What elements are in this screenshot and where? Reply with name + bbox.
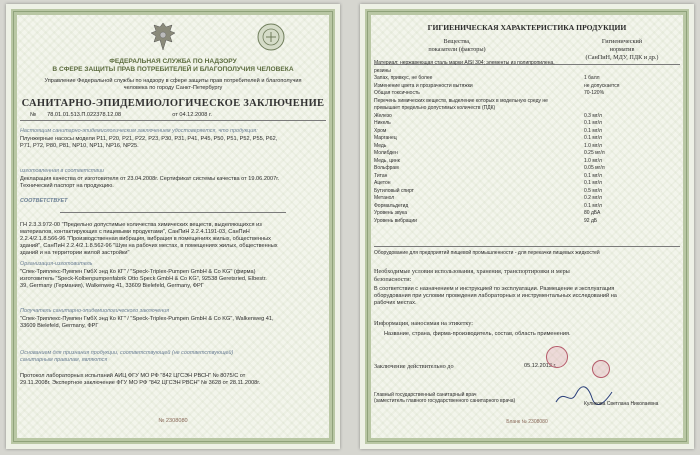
row-norm: 80 дБА: [584, 210, 601, 216]
maker-line3: 39, Germany (Германия), Walkenweg 41, 33609 Bielefeld, Germany, ФРГ: [20, 283, 204, 289]
made-line1: Декларация качества от изготовителя от 23.04.2008г. Сертификат системы качества от 19.06.2007г.: [20, 176, 280, 182]
row-substance: Никель: [374, 120, 391, 126]
signer-title-line2: (заместитель главного государственного санитарного врача): [374, 398, 516, 404]
row-norm: 0.1 мг/л: [584, 127, 602, 134]
date-prefix: от: [172, 112, 178, 118]
conform-line4: зданий", СанПиН 2.2.4/2.1.8.562-96 "Шум на рабочих местах, в помещениях жилых, общественных: [20, 243, 278, 249]
maker-label: Организация-изготовитель: [20, 261, 93, 267]
basis-label-line1: Основанием для признания продукции, соответствующей (не соответствующей): [20, 350, 234, 356]
recipient-label: Получатель санитарно-эпидемиологического заключения: [20, 308, 170, 314]
rospotrebnadzor-logo-icon: [256, 22, 286, 52]
number-prefix: №: [30, 112, 37, 118]
conform-line1: ГН 2.3.3.972-00 "Предельно допустимые количества химических веществ, выделяющихся из: [20, 222, 262, 228]
row-norm: 0.05 мг/л: [584, 165, 605, 171]
row-norm: 0.1 мг/л: [584, 135, 602, 141]
blank-number: № 2308080: [158, 418, 188, 424]
label-info-text: Название, страна, фирма-производитель, состав, область применения.: [384, 331, 571, 337]
basis-label-line2: санитарным правилам, являются: [20, 357, 108, 363]
purpose-line: Оборудование для предприятий пищевой промышленности - для перекачки пищевых жидкостей: [374, 250, 600, 256]
divider: [20, 120, 326, 121]
row-substance: Ацетон: [374, 180, 391, 186]
conditions-line2: оборудования при условии проведения лабораторных и инструментальных исследований на: [374, 293, 617, 299]
row-substance: Запах, привкус, не более: [374, 75, 433, 81]
row-norm: 0.1 мг/л: [584, 202, 602, 209]
hologram-sticker-icon: [592, 360, 610, 378]
conditions-line1: В соответствии с назначением и инструкцией по эксплуатации. Размещение и эксплуатация: [374, 286, 615, 292]
row-substance: Титан: [374, 172, 388, 179]
recipient-line2: 33609 Bielefeld, Germany, ФРГ: [20, 323, 99, 329]
recipient-line1: "Спек-Триплекс-Пумпен ГмбХ энд Ко КГ" / "Speck-Triplex-Pumpen GmbH & Co KG", Walkenweg 41,: [20, 316, 274, 322]
department-line2: человека по городу Санкт-Петербургу: [123, 85, 223, 91]
hygiene-title: ГИГИЕНИЧЕСКАЯ ХАРАКТЕРИСТИКА ПРОДУКЦИИ: [427, 23, 627, 32]
row-norm: 0.1 мг/л: [584, 120, 602, 126]
agency-title-line1: ФЕДЕРАЛЬНАЯ СЛУЖБА ПО НАДЗОРУ: [109, 58, 237, 65]
made-line2: Технический паспорт на продукцию.: [20, 183, 114, 189]
col2-header-line1: Гигиенический: [601, 38, 643, 45]
row-substance: Общая токсичность: [374, 90, 420, 96]
row-norm: 70-120%: [584, 90, 605, 96]
row-substance: Изменение цвета и прозрачности вытяжки: [374, 82, 473, 89]
blank-number: Бланк № 2308080: [506, 419, 548, 425]
certificate-front-page: [6, 4, 340, 449]
row-substance: резины: [374, 67, 391, 74]
document-date: 04.12.2008 г.: [179, 112, 212, 118]
row-norm: 0.25 мг/л: [584, 150, 605, 156]
validity-date: 05.12.2013 г.: [524, 363, 557, 369]
row-norm: 0.1 мг/л: [584, 172, 602, 179]
row-substance: Материал: нержавеющая сталь марки AISI 304; элементы из полипропилена,: [374, 60, 555, 66]
row-substance: Хром: [374, 127, 387, 134]
row-substance: Бутиловый спирт: [374, 187, 414, 194]
col2-header-line2: норматив: [609, 46, 635, 53]
conditions-line3: рабочих местах.: [374, 300, 417, 306]
document-number: 78.01.01.513.П.022378.12.08: [47, 112, 122, 118]
double-headed-eagle-emblem-icon: [148, 20, 178, 54]
row-norm: 1 балл: [584, 75, 600, 81]
official-stamp-icon: [546, 346, 568, 368]
row-norm: 1.0 мг/л: [584, 142, 602, 149]
col1-header-line2: показатели (факторы): [428, 46, 486, 53]
col1-header-line1: Вещества,: [443, 38, 471, 45]
row-norm: 92 дБ: [584, 217, 598, 224]
row-substance: Уровень вибрации: [374, 217, 417, 224]
row-substance: Вольфрам: [374, 165, 399, 171]
signer-title-line1: Главный государственный санитарный врач: [374, 392, 477, 398]
product-line2: P71, P72, P80, P81, NP10, NP11, NP16, NP25.: [20, 143, 139, 149]
row-substance: Железо: [374, 112, 392, 119]
signer-name: Куликова Светлана Николаевна: [584, 401, 659, 407]
product-line1: Плунжерные насосы модели P11, P20, P21, P22, P23, P30, P31, P41, P45, P50, P51, P52, P55, P62,: [20, 136, 278, 142]
conform-line5: зданий и на территории жилой застройки": [20, 250, 130, 256]
row-substance: Медь, цинк: [374, 157, 400, 164]
row-substance: Перечень химических веществ, выделение которых в модельную среду не: [374, 97, 548, 104]
row-norm: 1.0 мг/л: [584, 157, 602, 164]
row-norm: 0.1 мг/л: [584, 180, 602, 186]
row-substance: Марганец: [374, 135, 397, 141]
row-substance: Медь: [374, 142, 387, 149]
row-substance: Формальдегид: [374, 202, 409, 209]
maker-line2: изготовитель "Speck-Kolbenpumpenfabrik Otto Speck GmbH & Co KG", 92538 Geretsried, Elbestr.: [20, 276, 267, 282]
conform-line3: 2.2.4/2.1.8.566-96 "Производственная вибрация, вибрация в помещениях жилых, общественных: [20, 236, 271, 242]
row-norm: 0.2 мг/л: [584, 195, 602, 201]
intro-label: Настоящим санитарно-эпидемиологическим заключением удостоверяется, что продукция:: [20, 128, 258, 134]
protocol-line1: Протокол лабораторных испытаний АИЦ ФГУ МО РФ "842 ЦГСЭН РВСН" № 8075/С от: [20, 373, 246, 379]
document-title: САНИТАРНО-ЭПИДЕМИОЛОГИЧЕСКОЕ ЗАКЛЮЧЕНИЕ: [21, 98, 325, 109]
conditions-label-line1: Необходимые условия использования, хранения, транспортировки и меры: [374, 268, 570, 275]
redaction-line: [60, 212, 286, 213]
col2-header-line3: (СанПиН, МДУ, ПДК и др.): [585, 54, 659, 61]
row-norm: 0.5 мг/л: [584, 187, 602, 194]
validity-label: Заключение действительно до: [374, 363, 454, 370]
table-divider: [374, 246, 680, 247]
row-substance: превышает предельно допустимых количеств (ПДК): [374, 105, 496, 111]
conditions-label-line2: безопасности:: [374, 276, 412, 283]
maker-line1: "Спек-Триплекс-Пумпен ГмбХ энд Ко КГ" / "Speck-Triplex-Pumpen GmbH & Co KG" (фирма): [20, 269, 256, 275]
row-substance: Уровень звука: [374, 210, 408, 216]
conform-label: СООТВЕТСТВУЕТ: [20, 198, 68, 204]
protocol-line2: 29.11.2008г. Экспертное заключение ФГУ МО РФ "842 ЦГСЭН РВСН" № 3628 от 28.11.2008г.: [20, 380, 261, 386]
row-norm: не допускается: [584, 82, 620, 89]
agency-title-line2: В СФЕРЕ ЗАЩИТЫ ПРАВ ПОТРЕБИТЕЛЕЙ И БЛАГОПОЛУЧИЯ ЧЕЛОВЕКА: [52, 66, 294, 73]
department-line1: Управление Федеральной службы по надзору в сфере защиты прав потребителей и благополучия: [44, 78, 302, 84]
row-substance: Молибден: [374, 150, 398, 156]
row-substance: Метанол: [374, 195, 395, 201]
conform-line2: материалов, контактирующих с пищевыми продуктами", СанПиН 2.2.4.1191-03, СанПиН: [20, 229, 250, 235]
row-norm: 0.3 мг/л: [584, 112, 602, 119]
made-label: изготовленная в соответствии: [20, 168, 105, 174]
label-info-label: Информация, наносимая на этикетку:: [374, 320, 473, 327]
certificate-back-page: [360, 4, 694, 449]
